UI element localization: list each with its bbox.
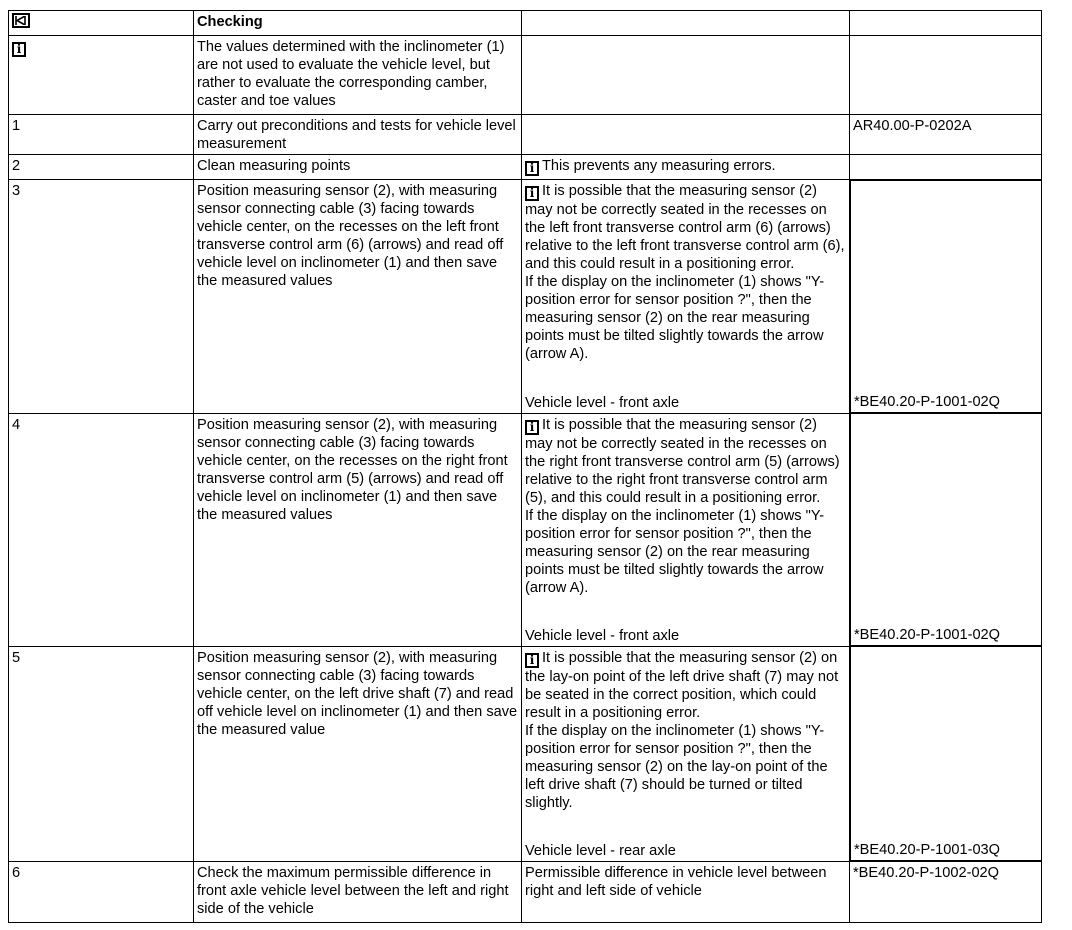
step-note-text-2: If the display on the inclinometer (1) shows "Y-position error for sensor position ?", then the measuring sensor (2) on the lay-on point of the left drive shaft (7) should be turned or tilted slightly. (525, 722, 828, 811)
step-action: Position measuring sensor (2), with measuring sensor connecting cable (3) facing towards vehicle center, on the recesses on the right front transverse control arm (5) (arrows) and read off vehicle level on inclinometer (1) and then save the measured values (194, 413, 522, 646)
step-ref-cell (850, 413, 1042, 646)
header-empty-note (522, 11, 850, 36)
step-note (522, 646, 850, 862)
step-row-4 (9, 413, 1042, 646)
step-note (522, 413, 850, 646)
info-icon: i (525, 161, 539, 176)
step-note-text: It is possible that the measuring sensor (2) may not be correctly seated in the recesses on the left front transverse control arm (6) (arrows) relative to the left front transverse control arm (6), and this could result in a positioning error. (525, 183, 845, 272)
step-note (522, 180, 850, 414)
step-note: Permissible difference in vehicle level between right and left side of vehicle (522, 862, 850, 923)
step-action: Clean measuring points (194, 155, 522, 180)
step-note-text: This prevents any measuring errors. (542, 158, 776, 174)
info-icon: i (525, 420, 539, 435)
step-note-text: It is possible that the measuring sensor (2) on the lay-on point of the left drive shaft (7) may not be seated in the correct position, which could result in a positioning error. (525, 649, 839, 721)
step-ref-link[interactable]: *BE40.20-P-1002-02Q (850, 862, 1042, 923)
info-empty-ref (850, 36, 1042, 115)
step-ref-cell (850, 180, 1042, 413)
procedure-table (8, 10, 1042, 923)
back-icon[interactable] (12, 13, 30, 28)
header-row (9, 11, 1042, 36)
step-sub-link[interactable]: Vehicle level - front axle (525, 394, 680, 411)
info-icon: i (525, 186, 539, 201)
step-row-3 (9, 180, 1042, 414)
info-icon: i (525, 653, 539, 668)
step-action: Carry out preconditions and tests for vehicle level measurement (194, 115, 522, 155)
info-text: The values determined with the inclinometer (1) are not used to evaluate the vehicle level, but rather to evaluate the corresponding camber, caster and toe values (194, 36, 522, 115)
step-number: 6 (9, 862, 194, 923)
step-number: 1 (9, 115, 194, 155)
step-ref-link[interactable]: *BE40.20-P-1001-03Q (854, 842, 1001, 858)
info-empty-note (522, 36, 850, 115)
step-note (522, 115, 850, 155)
step-sub-link[interactable]: Vehicle level - front axle (525, 627, 680, 644)
step-note-text-2: If the display on the inclinometer (1) shows "Y-position error for sensor position ?", then the measuring sensor (2) on the rear measuring points must be tilted slightly towards the arrow (arrow A). (525, 274, 825, 362)
step-number: 4 (9, 413, 194, 646)
info-icon: i (12, 42, 26, 57)
step-action: Position measuring sensor (2), with measuring sensor connecting cable (3) facing towards vehicle center, on the left drive shaft (7) and read off vehicle level on inclinometer (1) and then save the measured value (194, 646, 522, 862)
procedure-sheet (8, 10, 1041, 923)
info-row (9, 36, 1042, 115)
step-note-text: It is possible that the measuring sensor (2) may not be correctly seated in the recesses on the right front transverse control arm (5) (arrows) relative to the right front transverse control arm (5), and this could result in a positioning error. (525, 416, 840, 506)
step-ref-cell (850, 646, 1042, 861)
step-note (522, 155, 850, 180)
step-row-5 (9, 646, 1042, 862)
step-sub-link[interactable]: Vehicle level - rear axle (525, 843, 676, 859)
header-title: Checking (194, 11, 522, 36)
step-note-text-2: If the display on the inclinometer (1) shows "Y-position error for sensor position ?", then the measuring sensor (2) on the rear measuring points must be tilted slightly towards the arrow (arrow A). (525, 507, 825, 596)
step-ref-empty (850, 155, 1042, 180)
step-number: 5 (9, 646, 194, 862)
step-action: Check the maximum permissible difference in front axle vehicle level between the left and right side of the vehicle (194, 862, 522, 923)
step-number: 3 (9, 180, 194, 414)
step-ref-link[interactable]: *BE40.20-P-1001-02Q (854, 627, 1001, 643)
header-icon-cell (9, 11, 194, 36)
step-ref-link[interactable]: *BE40.20-P-1001-02Q (854, 394, 1001, 410)
header-empty-ref (850, 11, 1042, 36)
step-row-1 (9, 115, 1042, 155)
step-row-6 (9, 862, 1042, 923)
step-action: Position measuring sensor (2), with measuring sensor connecting cable (3) facing towards vehicle center, on the recesses on the left front transverse control arm (6) (arrows) and read off vehicle level on inclinometer (1) and then save the measured values (194, 180, 522, 414)
info-icon-cell (9, 36, 194, 115)
step-ref-link[interactable]: AR40.00-P-0202A (850, 115, 1042, 155)
step-number: 2 (9, 155, 194, 180)
step-row-2 (9, 155, 1042, 180)
